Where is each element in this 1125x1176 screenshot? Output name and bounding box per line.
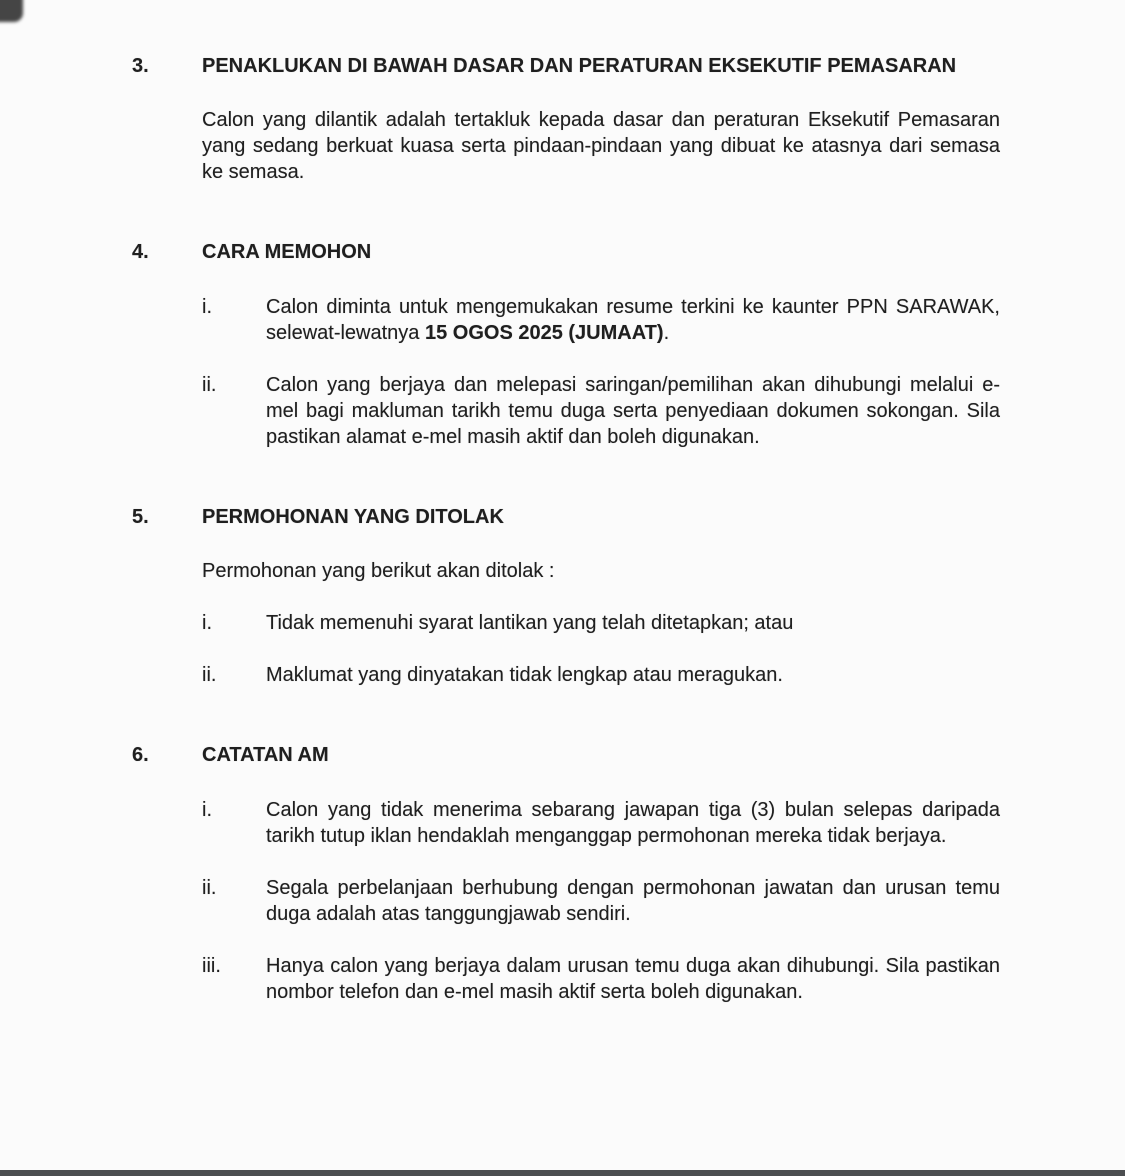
section-body — [202, 504, 1000, 688]
section-body — [202, 742, 1000, 1005]
list-item — [202, 372, 1000, 450]
section-catatan-am — [132, 742, 1000, 1005]
section-title: CARA MEMOHON — [202, 241, 372, 263]
list-item — [202, 662, 1000, 688]
item-marker: ii. — [202, 374, 217, 396]
list-item — [202, 953, 1000, 1005]
item-text — [266, 294, 1000, 346]
item-marker: ii. — [202, 664, 217, 686]
section-title: PERMOHONAN YANG DITOLAK — [202, 506, 504, 528]
section-title: PENAKLUKAN DI BAWAH DASAR DAN PERATURAN EKSEKUTIF PEMASARAN — [202, 55, 957, 77]
section-body — [202, 53, 1000, 185]
section-permohonan-ditolak — [132, 504, 1000, 688]
section-body — [202, 239, 1000, 450]
section-paragraph: Calon yang dilantik adalah tertakluk kepada dasar dan peraturan Eksekutif Pemasaran yang sedang berkuat kuasa serta pindaan-pindaan yang dibuat ke atasnya dari semasa ke semasa. — [202, 109, 1000, 183]
section-number: 6. — [132, 744, 149, 766]
item-marker: i. — [202, 612, 212, 634]
list-item — [202, 797, 1000, 849]
item-marker: i. — [202, 799, 212, 821]
item-text: Tidak memenuhi syarat lantikan yang telah ditetapkan; atau — [266, 612, 794, 634]
list-item — [202, 294, 1000, 346]
photo-corner-artifact — [0, 0, 23, 22]
section-paragraph: Permohonan yang berikut akan ditolak : — [202, 560, 555, 582]
photo-bottom-edge-bar — [0, 1170, 1125, 1176]
item-text: Segala perbelanjaan berhubung dengan permohonan jawatan dan urusan temu duga adalah atas tanggungjawab sendiri. — [266, 877, 1000, 925]
item-text: Calon yang tidak menerima sebarang jawapan tiga (3) bulan selepas daripada tarikh tutup iklan hendaklah menganggap permohonan mereka tidak berjaya. — [266, 799, 1000, 847]
section-number: 5. — [132, 506, 149, 528]
item-text-segment: Calon diminta untuk mengemukakan resume terkini ke kaunter PPN SARAWAK, selewat-lewatnya — [266, 296, 1000, 344]
section-number: 4. — [132, 241, 149, 263]
list-item — [202, 875, 1000, 927]
section-title: CATATAN AM — [202, 744, 329, 766]
deadline-date: 15 OGOS 2025 (JUMAAT) — [424, 322, 664, 344]
item-marker: i. — [202, 296, 212, 318]
item-text: Calon yang berjaya dan melepasi saringan/pemilihan akan dihubungi melalui e-mel bagi makluman tarikh temu duga serta penyediaan dokumen sokongan. Sila pastikan alamat e-mel masih aktif dan boleh digunakan. — [266, 374, 1000, 448]
list-item — [202, 610, 1000, 636]
item-text-segment: . — [663, 322, 670, 344]
item-marker: iii. — [202, 955, 221, 977]
section-number: 3. — [132, 55, 149, 77]
section-penaklukan — [132, 53, 1000, 185]
section-cara-memohon — [132, 239, 1000, 450]
item-text: Maklumat yang dinyatakan tidak lengkap atau meragukan. — [266, 664, 783, 686]
item-marker: ii. — [202, 877, 217, 899]
item-text: Hanya calon yang berjaya dalam urusan temu duga akan dihubungi. Sila pastikan nombor telefon dan e-mel masih aktif serta boleh digunakan. — [266, 955, 1000, 1003]
